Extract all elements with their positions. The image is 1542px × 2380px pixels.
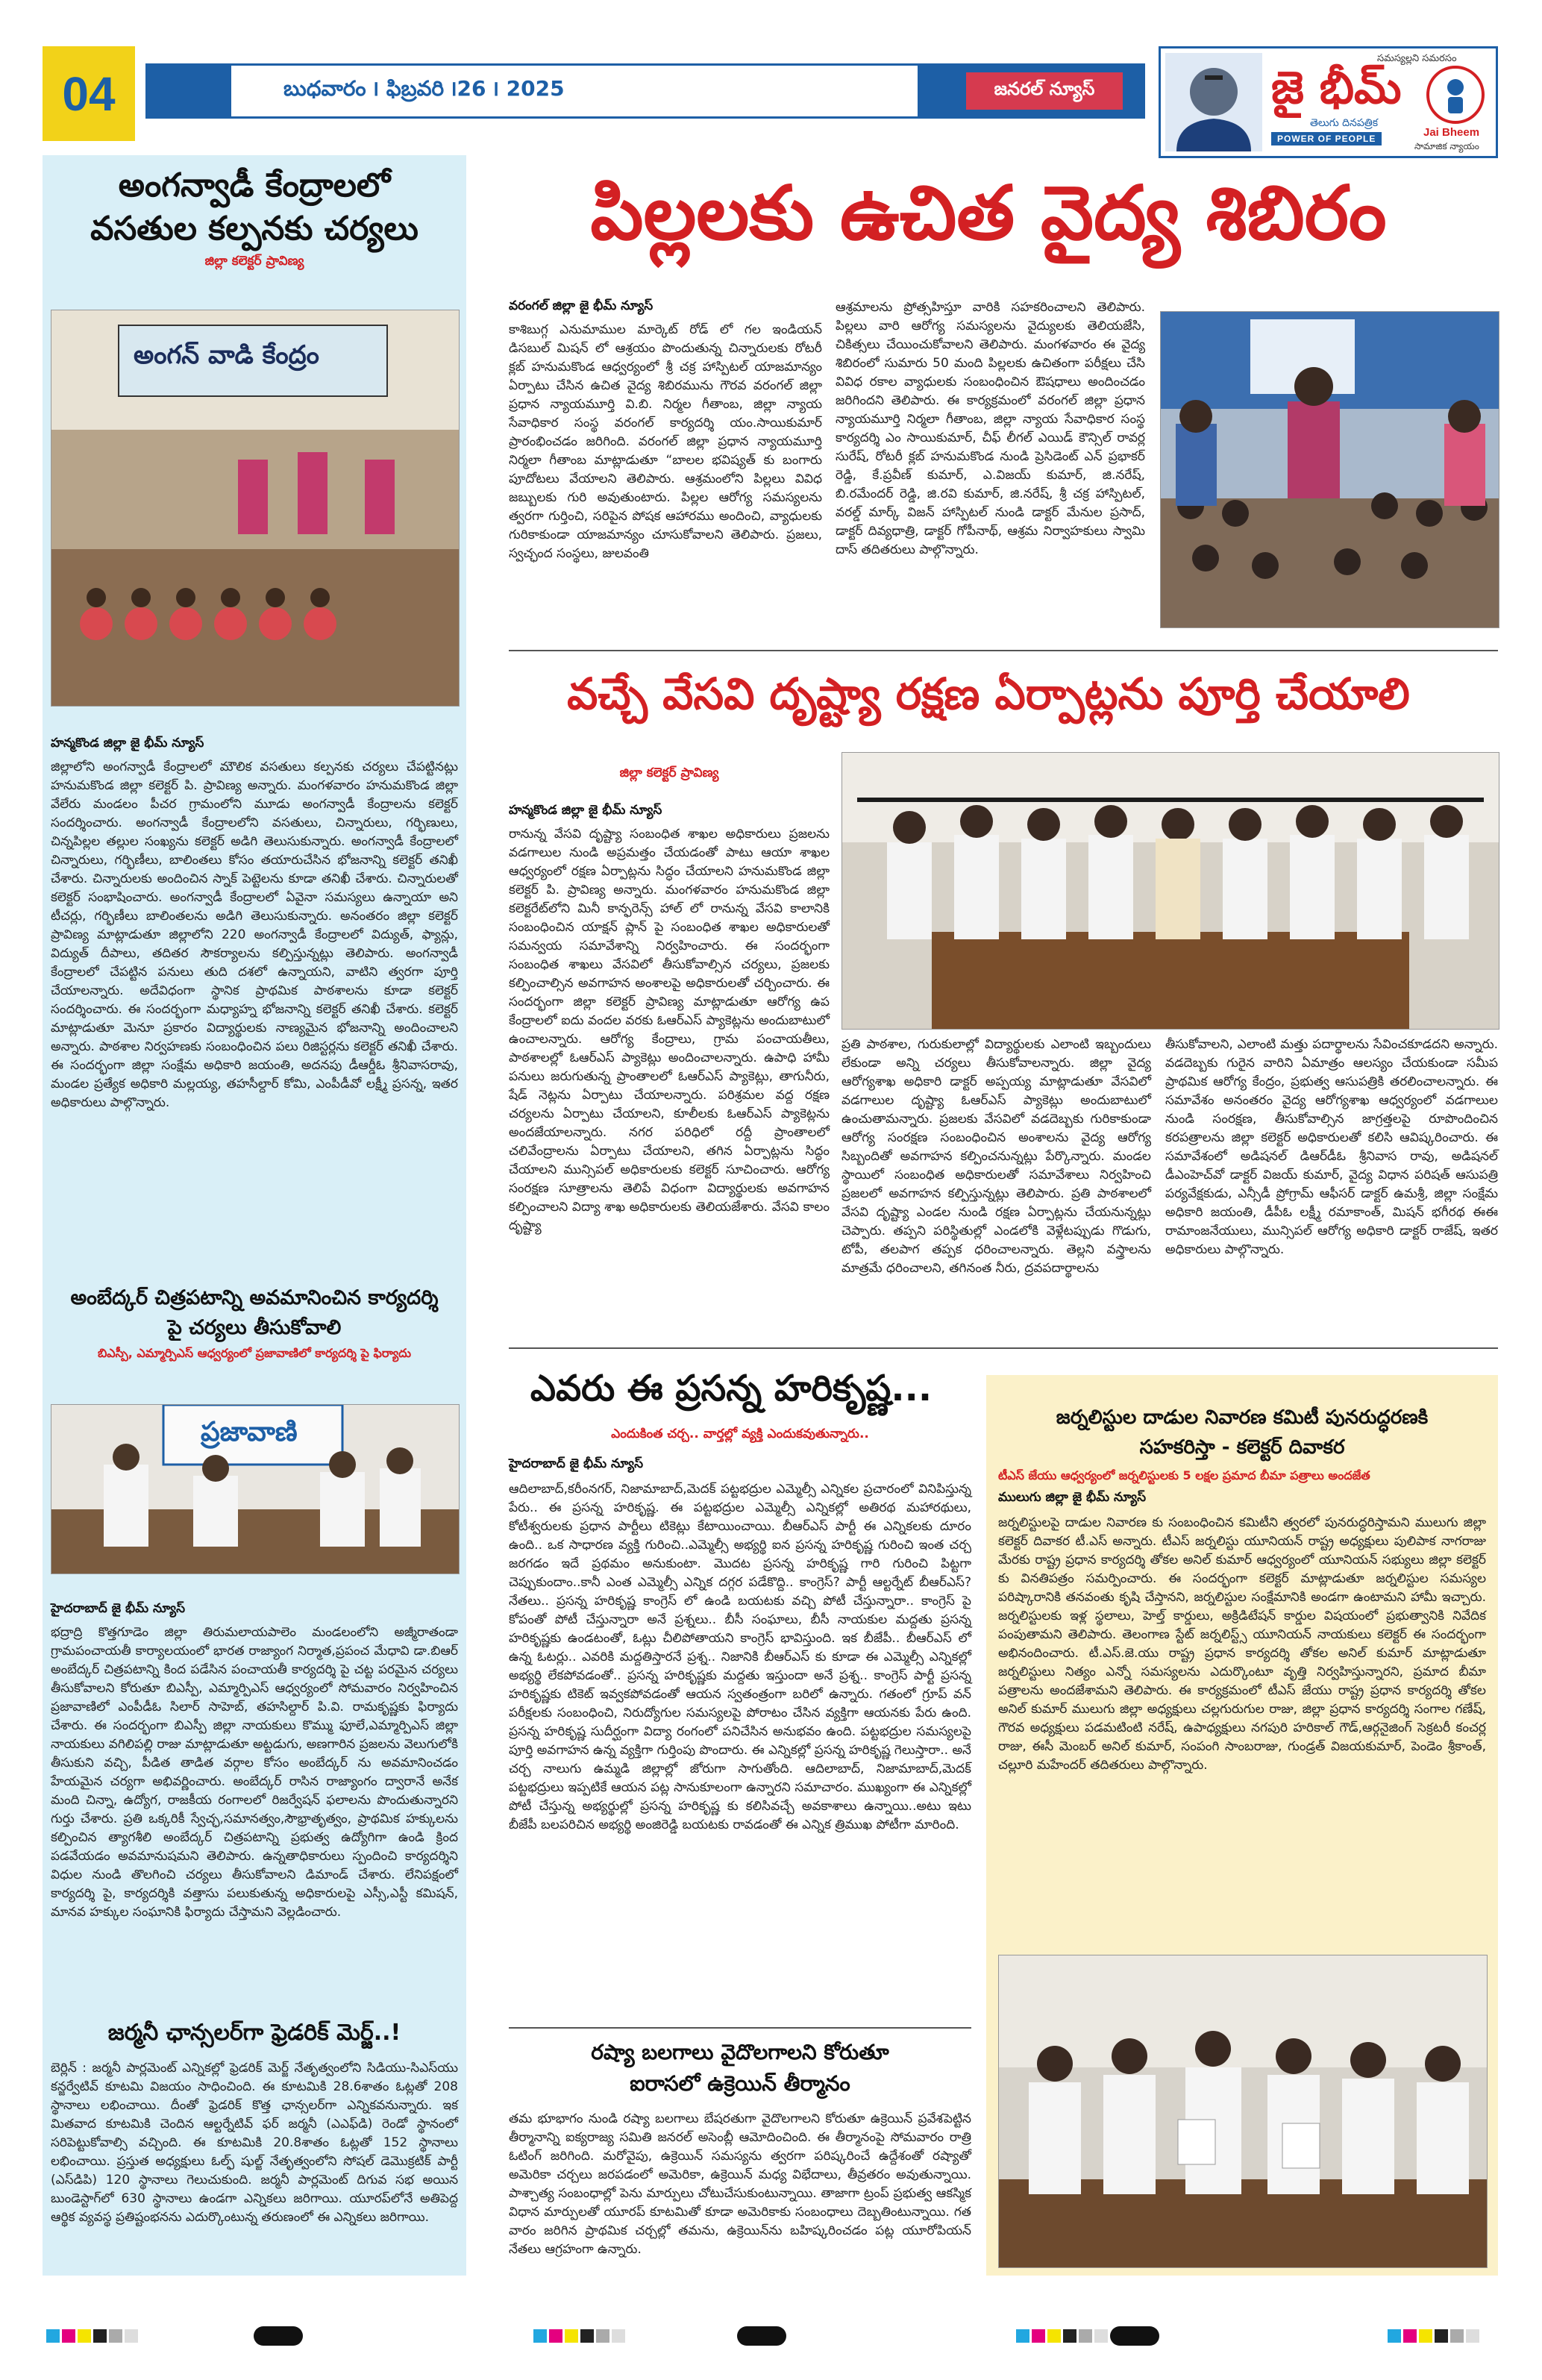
ukraine-story — [509, 2037, 971, 2259]
headline: అంబేద్కర్ చిత్రపటాన్ని అవమానించిన కార్యదర్శి — [70, 1286, 439, 1309]
medical-camp-photo — [1160, 311, 1499, 628]
article-body: ఆదిలాబాద్,కరీంనగర్, నిజామాబాద్,మెదక్ పట్టభద్రుల ఎమ్మెల్సీ ఎన్నికల ప్రచారంలో వినిపిస్తున్న పేరు.. ఈ ప్రసన్న హరికృష్ణ. ఈ పట్టభద్రుల ఎమ్మెల్సీ ఎన్నికల్లో అతిరథ మహారథులు, కోటీశ్వరులకు ప్రధాన పార్టీలు టికెట్లు కేటాయించాయి. బీఆర్ఎస్ పార్టీ ఈ ఎన్నికలకు దూరం ఉంది.. ఒక సాధారణ వ్యక్తి గురించి..ఎమ్మెల్సీ అభ్యర్థి ఐన ప్రసన్న హరికృష్ణ గురించి ఇంత చర్చ జరగడం ఇదే ప్రథమం అనుకుంటా. మొదట ప్రసన్న హరికృష్ణ గారి గురించి పిట్టగా చెప్పుకుందాం..కానీ ఎంత ఎమ్మెల్సీ ఎన్నిక దగ్గర పడేకొద్ది.. కాంగ్రెస్? పార్టీ ఆల్టర్నేట్ బీఆర్ఎస్? నేతలు.. ప్రసన్న హరికృష్ణ కాంగ్రెస్ లో ఉండి బయటకు వచ్చి పోటీ చేస్తున్నారా.. కాంగ్రెస్ పై కోపంతో పోటీ చేస్తున్నారా అనే ప్రశ్నలు.. బీసీ సంఘాలు, బీసీ నాయకుల మద్దతు ప్రసన్న హరికృష్ణకు ఉండటంతో, ఓట్లు చీలిపోతాయని కాంగ్రెస్ భావిస్తుంది. ఇక బీజేపీ.. బీఆర్ఎస్ లో ఉన్న ఓటర్లు.. ఎవరికి మద్దతిస్తారనే ప్రశ్న.. నిజానికి బీఆర్ఎస్ కు కూడా ఈ ఎమ్మెల్సీ ఎన్నికల్లో అభ్యర్థి లేకపోవడంతో.. ప్రసన్న హరికృష్ణకు మద్దతు ఇస్తుందా అనే ప్రశ్న.. కాంగ్రెస్ పార్టీ ప్రసన్న హరికృష్ణకు టికెట్ ఇవ్వకపోవడంతో ఆయన స్వతంత్రంగా బరిలో ఉన్నారు. గతంలో గ్రూప్ వన్ పరీక్షలకు సంబంధించి, నిరుద్యోగుల సమస్యలపై పోరాటం చేసిన వ్యక్తిగా ఆయనకు పేరు ఉంది. ప్రసన్న హరికృష్ణ సుదీర్ఘంగా విద్యా రంగంలో పనిచేసిన అనుభవం ఉంది. పట్టభద్రుల సమస్యలపై పూర్తి అవగాహన ఉన్న వ్యక్తిగా గుర్తింపు పొందారు. ఈ ఎన్నికల్లో ప్రసన్న హరికృష్ణ గెలుస్తారా.. అనే చర్చ నాలుగు ఉమ్మడి జిల్లాల్లో జోరుగా సాగుతోంది. ఆదిలాబాద్, నిజామాబాద్,మెదక్ పట్టభద్రులు ఇప్పటికే ఆయన పట్ల సానుకూలంగా ఉన్నారని సమాచారం. ముఖ్యంగా ఈ ఎన్నికల్లో పోటీ చేస్తున్న అభ్యర్థుల్లో ప్రసన్న హరికృష్ణ కు కలిసివచ్చే అవకాశాలు ఉన్నాయి..అటు ఇటు బీజేపీ బలపరిచిన అభ్యర్థి అంజిరెడ్డి బయటకు రావడంతో ఈ ఎన్నిక త్రిముఖ పోటీగా మారింది. — [509, 1482, 971, 1832]
byline: ములుగు జిల్లా జై భీమ్ న్యూస్ — [998, 1490, 1147, 1505]
article-body: కాశిబుగ్గ ఎనుమాముల మార్కెట్ రోడ్ లో గల ఇండియన్ డిసబుల్ మిషన్ లో ఆశ్రయం పొందుతున్న చిన్నారులకు రోటరీ క్లబ్ హనుమకొండ ఆధ్వర్యంలో శ్రీ చక్ర హాస్పిటల్ యాజమాన్యం ఏర్పాటు చేసిన ఉచిత వైద్య శిబిరమును గౌరవ వరంగల్ జిల్లా ప్రధాన న్యాయమూర్తి వి.బి. నిర్మల గీతాంబ, జిల్లా న్యాయ సేవాధికార సంస్థ వరంగల్ కార్యదర్శి యం.సాయికుమార్ ప్రారంభించడం జరిగింది. వరంగల్ జిల్లా ప్రధాన న్యాయమూర్తి నిర్మలా గీతాంబ మాట్లాడుతూ “బాలల భవిష్యత్ కు బంగారు పూదోటలు వేయాలని తెలిపారు. ఆశ్రమంలోని పిల్లలు వివిధ జబ్బులకు గురి అవుతుంటారు. పిల్లల ఆరోగ్య సమస్యలను త్వరగా గుర్తించి, సరిపైన పోషక ఆహారము అందించి, వ్యాధులకు గురికాకుండా యాజమాన్యం చూసుకోవాలని తెలిపారు. ప్రజలు, స్వచ్ఛంద సంస్థలు, జులవంతి — [509, 322, 822, 561]
article-body: రానున్న వేసవి దృష్ట్యా సంబంధిత శాఖల అధికారులు ప్రజలను వడగాలుల నుండి అప్రమత్తం చేయడంతో పాటు ఆయా శాఖల ఆధ్వర్యంలో రక్షణ ఏర్పాట్లను సిద్ధం చేయాలని హనుమకొండ జిల్లా కలెక్టర్ పి. ప్రావిణ్య అన్నారు. మంగళవారం హనుమకొండ జిల్లా కలెక్టరేట్‌లోని మినీ కాన్ఫరెన్స్ హాల్ లో రానున్న వేసవి కాలానికి సంబంధించిన యాక్షన్ ప్లాన్ పై సంబంధిత శాఖల అధికారులతో సమన్వయ సమావేశాన్ని నిర్వహించారు. ఈ సందర్భంగా సంబంధిత శాఖలు వేసవిలో తీసుకోవాల్సిన చర్యలు, ప్రజలకు కల్పించాల్సిన అవగాహన అంశాలపై అధికారులతో చర్చించారు. ఈ సందర్భంగా జిల్లా కలెక్టర్ ప్రావిణ్య మాట్లాడుతూ ఆరోగ్య ఉప కేంద్రాలలో ఐదు వందల వరకు ఓఆర్ఎస్ ప్యాకెట్లను అందుబాటులో ఉంచాలన్నారు. ఆరోగ్య కేంద్రాలు, గ్రామ పంచాయతీలు, పాఠశాలల్లో ఓఆర్ఎస్ ప్యాకెట్లు అందించాలన్నారు. ఉపాధి హామీ పనులు జరుగుతున్న ప్రాంతాలలో ఓఆర్ఎస్ ప్యాకెట్లు, తాగునీరు, షేడ్ నెట్లను ఏర్పాటు చేయాలన్నారు. పరిశ్రమల వద్ద రక్షణ చర్యలను ఏర్పాటు చేయాలని, కూలీలకు ఓఆర్ఎస్ ప్యాకెట్లను అందజేయాలన్నారు. నగర పరిధిలో రద్దీ ప్రాంతాలలో చలివేంద్రాలను ఏర్పాటు చేయాలని, తగిన ఏర్పాట్లను సిద్ధం చేయాలని మున్సిపల్ అధికారులకు కలెక్టర్ సూచించారు. ఆరోగ్య సంరక్షణ సూత్రాలను తెలిపే విధంగా విద్యార్థులకు అవగాహన కల్పించాలని విద్యా శాఖ అధికారులకు తెలియజేశారు. వేసవి కాలం దృష్ట్యా — [509, 827, 830, 1233]
journalists-photo — [998, 1955, 1488, 2268]
main-headline: పిల్లలకు ఉచిత వైద్య శిబిరం — [590, 169, 1387, 257]
article-body: తీసుకోవాలని, ఎలాంటి మత్తు పదార్థాలను సేవించకూడదని అన్నారు. వడదెబ్బకు గురైన వారిని ఏమాత్రం ఆలస్యం చేయకుండా సమీప ప్రాథమిక ఆరోగ్య కేంద్రం, ప్రభుత్వ ఆసుపత్రికి తరలించాలన్నారు. ఈ సమావేశం అనంతరం వైద్య ఆరోగ్యశాఖ ఆధ్వర్యంలో వడగాలుల నుండి సంరక్షణ, తీసుకోవాల్సిన జాగ్రత్తలపై రూపొందించిన కరపత్రాలను జిల్లా కలెక్టర్ అధికారులతో కలిసి ఆవిష్కరించారు. ఈ సమావేశంలో అడిషనల్ డిఆర్‌డీఓ శ్రీనివాస రావు, అడిషనల్ డీఎంహెచ్‌వో డాక్టర్ విజయ్ కుమార్, వైద్య విధాన పరిషత్ ఆసుపత్రి పర్యవేక్షకుడు, ఎన్సీడీ ప్రోగ్రామ్ ఆఫీసర్ డాక్టర్ ఉమశ్రీ, జిల్లా సంక్షేమ అధికారి జయంతి, డీపీఓ లక్ష్మీ రమాకాంత్, మిషన్ భగీరథ ఈఈ రామాంజనేయులు, మున్సిపల్ ఆరోగ్య అధికారి డాక్టర్ రాజేష్, ఇతర అధికారులు పాల్గొన్నారు. — [1165, 1037, 1498, 1257]
summer-col2 — [841, 1036, 1151, 1278]
summer-col1 — [509, 803, 830, 1236]
section-tag — [966, 72, 1123, 110]
registration-marks-far-right — [1388, 2329, 1482, 2346]
subhead: బిఎస్పీ, ఎమ్మార్పిఎస్ ఆధ్వర్యంలో ప్రజావాణిలో కార్యదర్శి పై ఫిర్యాదు — [97, 1346, 412, 1360]
article-body: ప్రతి పాఠశాల, గురుకులాల్లో విద్యార్థులకు ఎలాంటి ఇబ్బందులు లేకుండా అన్ని చర్యలు తీసుకోవాలన్నారు. జిల్లా వైద్య ఆరోగ్యశాఖ అధికారి డాక్టర్ అప్పయ్య మాట్లాడుతూ వేసవిలో వడగాలుల దృష్ట్యా ఓఆర్ఎస్ ప్యాకెట్లు అందుబాటులో ఉంచుతామన్నారు. ప్రజలకు వేసవిలో వడదెబ్బకు గురికాకుండా ఆరోగ్య సంరక్షణ సంబంధించిన అంశాలను వైద్య ఆరోగ్య సిబ్బందితో అవగాహన కల్పించనున్నట్లు పేర్కొన్నారు. మండల స్థాయిలో సంబంధిత అధికారులతో సమావేశాలు నిర్వహించి ప్రజలలో అవగాహన కల్పిస్తున్నట్లు తెలిపారు. ప్రతి పాఠశాలలో వేసవి దృష్ట్యా ఎండల నుండి రక్షణ ఏర్పాట్లను చేయనున్నట్లు చెప్పారు. తప్పని పరిస్థితుల్లో ఎండలోకి వెళ్లేటప్పుడు గొడుగు, టోపీ, తలపాగ తప్పక ధరించాలన్నారు. తెల్లని వస్త్రాలను మాత్రమే ధరించాలని, తగినంత నీరు, ద్రవపదార్థాలను — [841, 1037, 1151, 1276]
article-body: తమ భూభాగం నుండి రష్యా బలగాలు బేషరతుగా వైదొలగాలని కోరుతూ ఉక్రెయిన్ ప్రవేశపెట్టిన తీర్మానాన్ని ఐక్యరాజ్య సమితి జనరల్ అసెంబ్లీ ఆమోదించింది. ఈ తీర్మానంపై సోమవారం రాత్రి ఓటింగ్ జరిగింది. మరోవైపు, ఉక్రెయిన్ సమస్యను త్వరగా పరిష్కరించే ఉద్దేశంతో రష్యాతో అమెరికా చర్చలు జరపడంలో అమెరికా, ఉక్రెయిన్ మధ్య విభేదాలు, తీవ్రతరం అవుతున్నాయి. పాశ్చాత్య సంబంధాల్లో పెను మార్పులు చోటుచేసుకుంటున్నాయి. తాజాగా ట్రంప్ ప్రభుత్వ ఆకస్మిక విధాన మార్పులతో యూరప్ కూటమితో కూడా అమెరికాకు సంబంధాలు దెబ్బతింటున్నాయి. గత వారం జరిగిన ప్రాథమిక చర్చల్లో తమను, ఉక్రెయిన్‌ను బహిష్కరించడం పట్ల యూరోపియన్ నేతలు ఆగ్రహంగా ఉన్నారు. — [509, 2111, 971, 2257]
byline: హన్మకొండ జిల్లా జై భీమ్ న్యూస్ — [51, 736, 204, 751]
headline: పై చర్యలు తీసుకోవాలి — [167, 1316, 342, 1339]
registration-pill — [1110, 2326, 1159, 2346]
headline: ఐరాసలో ఉక్రెయిన్ తీర్మానం — [630, 2071, 850, 2096]
brand-bottom-line: సామాజిక న్యాయం — [1414, 141, 1479, 151]
byline: హైదరాబాద్ జై భీమ్ న్యూస్ — [51, 1601, 186, 1616]
brand-masthead — [1159, 46, 1498, 158]
anganwadi-photo — [51, 310, 460, 707]
subhead: జిల్లా కలెక్టర్ ప్రావిణ్య — [204, 254, 304, 269]
left-story-ambedkar — [51, 1283, 458, 1363]
headline: జర్నలిస్టుల దాడుల నివారణ కమిటీ పునరుద్ధరణకి — [1056, 1406, 1429, 1429]
brand-logo — [1426, 65, 1485, 125]
article-body: భద్రాద్రి కొత్తగూడెం జిల్లా తిరుమలాయపాలెం మండలంలోని అజ్మీరాతండా గ్రామపంచాయతీ కార్యాలయంలో భారత రాజ్యాంగ నిర్మాత,ప్రపంచ మేధావి డా.బిఆర్ అంబేద్కర్ చిత్రపటాన్ని కింద పడేసిన పంచాయతీ కార్యదర్శి పై చట్ట పరమైన చర్యలు తీసుకోవాలని కోరుతూ బిఎస్పీ, ఎమ్మార్పిఎస్ ఆధ్వర్యంలో సోమవారం నిర్వహించిన ప్రజావాణిలో ఎంపీడీఓ సిలార్ సాహెబ్, తహసిల్దార్ పి.వి. రామకృష్ణకు ఫిర్యాదు చేశారు. ఈ సందర్భంగా బిఎస్పీ జిల్లా నాయకులు కొమ్ము ఫూలే,ఎమ్మార్పిఎస్ జిల్లా నాయకులు వగిలిపల్లి రాజు మాట్లాడుతూ అట్టడుగు, అణగారిన ప్రజలను వెలుగులోకి తీసుకుని వచ్చి, పీడిత తాడిత వర్గాల కోసం అంబేద్కర్ ను అవమానించడం హేయమైన చర్యగా అభివర్ణించారు. అంబేద్కర్ రాసిన రాజ్యాంగం ద్వారానే అనేక మంది చిన్నా, ఉద్యోగ, రాజకీయ రంగాలలో రిజర్వేషన్ ఫలాలను పొందుతున్నారని గుర్తు చేశారు. ప్రతి ఒక్కరికీ స్వేచ్ఛ,సమానత్వం,సౌభ్రాతృత్వం, ప్రాథమిక హక్కులను కల్పించిన త్యాగశీలి అంబేద్కర్ చిత్రపటాన్ని ప్రభుత్వ ఉద్యోగిగా ఉండి క్రింద పడవేయడం అవమానుషమని తెలిపారు. ఉన్నతాధికారులు స్పందించి కార్యదర్శిని విధుల నుండి తొలగించి చర్యలు తీసుకోవాలని డిమాండ్ చేశారు. లేనిపక్షంలో కార్యదర్శి పై, కార్యదర్శికి వత్తాసు పలుకుతున్న అధికారులపై ఎస్సీ,ఎస్టీ కమిషన్, మానవ హక్కుల సంఘానికి ఫిర్యాదు చేస్తామని వెల్లడించారు. — [51, 1625, 458, 1920]
brand-name: జై భీమ్ — [1271, 62, 1402, 114]
divider — [509, 2027, 971, 2029]
byline: వరంగల్ జిల్లా జై భీమ్ న్యూస్ — [509, 298, 654, 313]
headline: అంగన్వాడీ కేంద్రాలలో — [118, 166, 391, 204]
harikrishna-headline: ఎవరు ఈ ప్రసన్న హరికృష్ణ... — [530, 1368, 933, 1409]
prajavani-banner: ప్రజావాణి — [201, 1417, 298, 1447]
date-panel — [231, 63, 918, 119]
brand-tagline: తెలుగు దినపత్రిక — [1310, 117, 1379, 129]
headline: వసతుల కల్పనకు చర్యలు — [90, 210, 419, 248]
brand-english: POWER OF PEOPLE — [1271, 132, 1382, 145]
article-body: జర్నలిస్టులపై దాడుల నివారణ కు సంబంధించిన కమిటీని త్వరలో పునరుద్ధరిస్తామని ములుగు జిల్లా కలెక్టర్ దివాకర టీ.ఎస్ అన్నారు. టీఎస్ జర్నలిస్టు యూనియన్ రాష్ట్ర అధ్యక్షులు పులిపాక నాగరాజు మేరకు రాష్ట్ర ప్రధాన కార్యదర్శి తోకల అనిల్ కుమార్ ఆధ్వర్యంలో యూనియన్ సభ్యులు జిల్లా కలెక్టర్ కు వినతిపత్రం సమర్పించారు. ఈ సందర్భంగా కలెక్టర్ మాట్లాడుతూ జర్నలిస్టుల సమస్యల పరిష్కారానికి తనవంతు కృషి చేస్తానని, జర్నలిస్టుల సంక్షేమానికి అండగా ఉంటామని హామీ ఇచ్చారు. జర్నలిస్టులకు ఇళ్ల స్థలాలు, హెల్త్ కార్డులు, అక్రిడిటేషన్ కార్డుల విషయంలో ప్రభుత్వానికి నివేదిక పంపుతామని తెలిపారు. తెలంగాణ స్టేట్ జర్నలిస్ట్స్ యూనియన్ నాయకులు కలెక్టర్ ఈ సందర్భంగా అభినందించారు. టీ.ఎస్.జె.యు రాష్ట్ర ప్రధాన కార్యదర్శి తోకల అనిల్ కుమార్ మాట్లాడుతూ జర్నలిస్టులు నిత్యం ఎన్నో సమస్యలను ఎదుర్కొంటూ వృత్తి నిర్వహిస్తున్నారని, ప్రమాద బీమా పత్రాలను అందజేశామని తెలిపారు. ఈ కార్యక్రమంలో టీఎస్ జేయు రాష్ట్ర ప్రధాన కార్యదర్శి తోకల అనిల్ కుమార్ ములుగు జిల్లా అధ్యక్షులు చల్లగురుగుల రాజు, జిల్లా ప్రధాన కార్యదర్శి సంగాల గణేష్, గౌరవ అధ్యక్షులు పడమటింటి నరేష్, ఉపాధ్యక్షులు నగపురి హరికాల్ గౌడ్,ఆర్గనైజింగ్ సెక్రటరీ కంచర్ల రాజు, ఈసీ మెంబర్ అనిల్ కుమార్, సంపంగి సాంబరాజు, గుండ్రత్ విజయకుమార్, పెండెం శ్రీకాంత్, చల్లూరి మహేందర్ తదితరులు పాల్గొన్నారు. — [998, 1515, 1486, 1773]
harikrishna-body — [509, 1456, 971, 1835]
registration-pill — [254, 2326, 303, 2346]
article-body: బెర్లిన్ : జర్మనీ పార్లమెంట్ ఎన్నికల్లో ఫ్రెడరిక్ మెర్జ్ నేతృత్వంలోని సిడియు-సిఎస్‌యు కన్జర్వేటివ్ కూటమి విజయం సాధించింది. ఈ కూటమికి 28.6శాతం ఓట్లతో 208 స్థానాలు లభించాయి. దీంతో ఫ్రెడరిక్ కొత్త ఛాన్సలర్‌గా ఎన్నికవనున్నారు. ఇక మితవాద కూటమికి చెందిన ఆల్టర్నేటివ్ ఫర్ జర్మనీ (ఎఎఫ్‌డి) రెండో స్థానంలో సరిపెట్టుకోవాల్సి వచ్చింది. ఈ కూటమికి 20.8శాతం ఓట్లతో 152 స్థానాలు లభించాయి. ప్రస్తుత అధ్యక్షులు ఓల్ఫ్ షుల్జ్ నేతృత్వంలోని సోషల్ డెమొక్రటిక్ పార్టీ (ఎస్‌డిపి) 120 స్థానాలు గెలుచుకుంది. జర్మనీ పార్లమెంట్ దిగువ సభ అయిన బుండెస్టాగ్‌లో 630 స్థానాలు ఉండగా ఎన్నికలు జరిగాయి. యూరప్‌లోనే అతిపెద్ద ఆర్థిక వ్యవస్థ ప్రతిష్టంభనను ఎదుర్కొంటున్న తరుణంలో ఈ ఎన్నికలు జరిగాయి. — [51, 2061, 458, 2225]
main-story-col1 — [509, 298, 822, 563]
headline: జర్మనీ ఛాన్సలర్‌గా ఫ్రెడరిక్ మెర్జ్..! — [107, 2020, 401, 2046]
summer-meeting-photo — [841, 752, 1499, 1030]
page-number: 04 — [62, 66, 116, 121]
article-body: ఆశ్రమాలను ప్రోత్సహిస్తూ వారికి సహకరించాలని తెలిపారు. పిల్లలు వారి ఆరోగ్య సమస్యలను వైద్యులకు తెలియజేసి, చికిత్సలు చేయించుకోవాలని తెలిపారు. మంగళవారం ఈ వైద్య శిబిరంలో సుమారు 50 మంది పిల్లలకు ఉచితంగా పరీక్షలు చేసి వివిధ రకాల వ్యాధులకు సంబంధించిన ఔషధాలు అందించడం జరిగిందని తెలిపారు. ఈ కార్యక్రమంలో వరంగల్ జిల్లా ప్రధాన న్యాయమూర్తి నిర్మలా గీతాంబ, జిల్లా న్యాయ సేవాధికార సంస్థ కార్యదర్శి ఎం సాయికుమార్, చీఫ్ లీగల్ ఎయిడ్ కౌన్సిల్ రావర్ల సురేష్, రోటరీ క్లబ్ హనుమకొండ నుండి ప్రెసిడెంట్ ఎన్ ప్రభాకర్ రెడ్డి, కే.ప్రవీణ్ కుమార్, ఎ.విజయ్ కుమార్, జి.నరేష్, బి.రమేందర్ రెడ్డి, జి.రవి కుమార్, జి.నరేష్, శ్రీ చక్ర హాస్పిటల్, వరల్డ్ మార్క్ విజన్ హాస్పిటల్ నుండి డాక్టర్ మేనుల ప్రసాద్, డాక్టర్ దివ్యధాత్రి, డాక్టర్ గోపీనాథ్, ఆశ్రమ నిర్వాహకులు స్వామి దాస్ తదితరులు పాల్గొన్నారు. — [836, 300, 1145, 557]
harikrishna-subhead: ఎందుకింత చర్చ.. వార్తల్లో వ్యక్తి ఎందుకవుతున్నారు.. — [611, 1427, 869, 1441]
registration-pill — [737, 2326, 786, 2346]
anganwadi-sign: అంగన్ వాడి కేంద్రం — [134, 340, 319, 370]
left-story-anganwadi — [51, 164, 458, 272]
left-story-ambedkar-body — [51, 1601, 458, 1922]
issue-date: బుధవారం ౹ ఫిబ్రవరి ౹26 ౹ 2025 — [283, 76, 565, 101]
section-name: జనరల్ న్యూస్ — [994, 78, 1095, 99]
registration-marks-center — [533, 2329, 627, 2346]
divider — [509, 650, 1498, 651]
left-story-germany — [51, 2016, 458, 2227]
page-number-box — [43, 46, 135, 141]
subhead: టీఎస్ జేయు ఆధ్వర్యంలో జర్నలిస్టులకు 5 లక్షల ప్రమాద బీమా పత్రాలు అందజేత — [998, 1468, 1370, 1482]
headline: సహకరిస్తా - కలెక్టర్ దివాకర — [1139, 1436, 1345, 1459]
brand-top-line: సమస్యల్లని సమరసం — [1377, 53, 1457, 64]
main-story-col2 — [836, 298, 1145, 560]
registration-marks-left — [46, 2329, 140, 2346]
byline: హన్మకొండ జిల్లా జై భీమ్ న్యూస్ — [509, 803, 662, 818]
summer-headline: వచ్చే వేసవి దృష్ట్యా రక్షణ ఏర్పాట్లను పూర్తి చేయాలి — [567, 668, 1410, 719]
ambedkar-portrait — [1165, 53, 1262, 151]
journalists-story — [998, 1403, 1486, 1775]
headline: రష్యా బలగాలు వైదొలగాలని కోరుతూ — [591, 2040, 889, 2064]
prajavani-photo — [51, 1404, 460, 1574]
registration-marks-right — [1016, 2329, 1110, 2346]
summer-subhead: జిల్లా కలెక్టర్ ప్రావిణ్య — [619, 765, 719, 780]
article-body: జిల్లాలోని అంగన్వాడీ కేంద్రాలలో మౌలిక వసతులు కల్పనకు చర్యలు చేపట్టినట్లు హనుమకొండ జిల్లా కలెక్టర్ పి. ప్రావిణ్య అన్నారు. మంగళవారం హనుమకొండ జిల్లా వేలేరు మండలం పీచర గ్రామంలోని మూడు అంగన్వాడీ కేంద్రాలను కలెక్టర్ సందర్శించారు. అంగన్వాడీ కేంద్రాలలోని వసతులు, చిన్నారులు, గర్భిణులు, చిన్నపిల్లల తల్లుల సంఖ్యను కలెక్టర్ అడిగి తెలుసుకున్నారు. అంగన్వాడీ కేంద్రాలలో చిన్నారులు, గర్భిణీలు, బాలింతలు కోసం తయారుచేసిన భోజనాన్ని కలెక్టర్ తనిఖీ చేశారు. చిన్నారులకు అందించిన స్నాక్ పెట్టెలను కూడా తనిఖీ చేశారు. చిన్నారులతో కలెక్టర్ సంభాషించారు. అంగన్వాడీ కేంద్రాలలో ఏవైనా సమస్యలు ఉన్నాయా అని టీచర్లు, గర్భిణీలు బాలింతలను అడిగి తెలుసుకున్నారు. అనంతరం జిల్లా కలెక్టర్ ప్రావిణ్య మాట్లాడుతూ జిల్లాలోని 220 అంగన్వాడీ కేంద్రాలలో విద్యుత్, ఫ్యాన్లు, విద్యుత్ దీపాలు, తదితర సౌకర్యాలను కల్పిస్తున్నట్లు తెలిపారు. అంగన్వాడీ కేంద్రాలలో చేపట్టిన పనులు తుది దశలో ఉన్నాయని, వాటిని త్వరగా పూర్తి చేయాలన్నారు. అదేవిధంగా స్థానిక ప్రాథమిక పాఠశాలను కూడా కలెక్టర్ సందర్శించారు. ఈ సందర్భంగా మధ్యాహ్న భోజనాన్ని కలెక్టర్ తనిఖీ చేశారు. కలెక్టర్ మాట్లాడుతూ మెనూ ప్రకారం విద్యార్థులకు నాణ్యమైన భోజనాన్ని అందించాలని అన్నారు. పాఠశాల నిర్వహణకు సంబంధించిన పలు రిజిస్టర్లను కలెక్టర్ తనిఖీ చేశారు. ఈ సందర్భంగా జిల్లా సంక్షేమ అధికారి జయంతి, అదనపు డీఆర్డీఓ శ్రీనివాసరావు, మండల ప్రత్యేక అధికారి మల్లయ్య, తహసీల్దార్ కోమి, ఎంపీడీవో లక్ష్మీ ప్రసన్న, ఇతర అధికారులు పాల్గొన్నారు. — [51, 760, 458, 1110]
date-bar — [145, 63, 1145, 119]
logo-caption: Jai Bheem — [1423, 126, 1480, 139]
byline: హైదరాబాద్ జై భీమ్ న్యూస్ — [509, 1456, 644, 1471]
summer-col3 — [1165, 1036, 1498, 1259]
left-story-anganwadi-body — [51, 736, 458, 1112]
divider — [509, 1347, 1498, 1349]
